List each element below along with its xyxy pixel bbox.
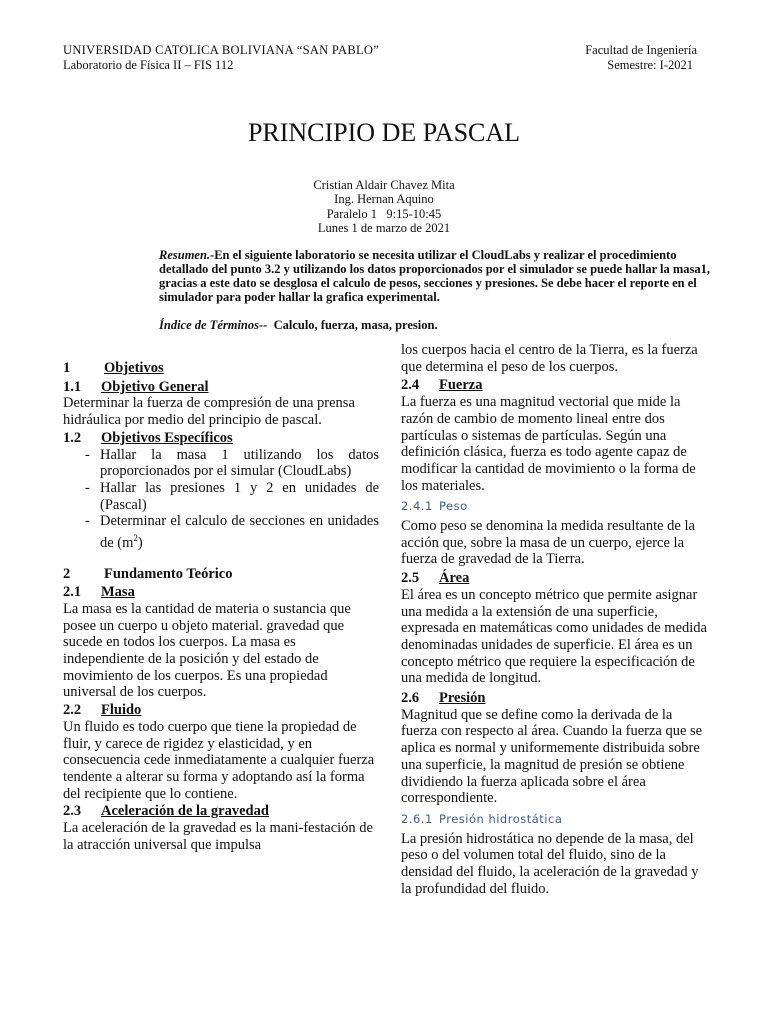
section-number: 2.4.1	[401, 499, 433, 514]
date: Lunes 1 de marzo de 2021	[317, 220, 451, 235]
header-faculty: Facultad de Ingeniería	[585, 43, 697, 57]
section-2-5-heading	[401, 570, 709, 587]
section-title: Presión hidrostática	[439, 811, 563, 826]
section-number: 2.1	[63, 584, 82, 601]
author-block	[0, 178, 768, 235]
section-2-3-heading	[63, 803, 379, 820]
section-number: 2.4	[401, 377, 420, 394]
header-semester: Semestre: I-2021	[607, 58, 693, 72]
section-2-1-text: La masa es la cantidad de materia o sustancia que posee un cuerpo u objeto material. gravedad que sucede en todos los cuerpos. La masa es independiente de la posición y del estado de movimiento de los cuerpos. Es una propiedad universal de los cuerpos.	[63, 600, 351, 701]
section-number: 1	[63, 360, 71, 376]
abstract-label: Resumen.-	[159, 248, 215, 262]
section-2-3-continued: los cuerpos hacia el centro de la Tierra, es la fuerza que determina el peso de los cuerpos.	[401, 342, 698, 375]
section-title: Objetivos Específicos	[101, 429, 233, 446]
index-terms	[159, 318, 711, 333]
section-number: 2.3	[63, 803, 82, 820]
section-2-5-text: El área es un concepto métrico que permite asignar una medida a la extensión de una superficie, expresada en matemáticas como unidades de medida denominadas unidades de superficie. El área es un concepto métrico que requiere la especificación de una medida de longitud.	[401, 586, 707, 687]
section-number: 2.5	[401, 570, 420, 587]
section-title: Aceleración de la gravedad	[101, 803, 269, 820]
objectives-list	[63, 447, 379, 552]
section-title: Presión	[439, 690, 486, 707]
superscript: 2	[133, 533, 138, 544]
author-name: Cristian Aldair Chavez Mita	[313, 178, 455, 192]
section-title: Objetivos	[104, 360, 164, 376]
header-university: UNIVERSIDAD CATOLICA BOLIVIANA “SAN PABLO”	[63, 43, 380, 57]
header-lab: Laboratorio de Física II – FIS 112	[63, 58, 234, 72]
section-title: Objetivo General	[101, 378, 209, 395]
section-title: Masa	[101, 584, 135, 601]
section-1-1-text: Determinar la fuerza de compresión de una prensa hidráulica por medio del principio de pascal.	[63, 395, 355, 429]
section-title: Área	[439, 570, 470, 587]
section-1-heading	[63, 360, 379, 377]
right-column	[401, 342, 709, 898]
section-title: Fuerza	[439, 377, 483, 394]
section-number: 2.6	[401, 690, 420, 707]
advisor-name: Ing. Hernan Aquino	[334, 192, 434, 207]
section-title: Peso	[439, 499, 468, 514]
list-item: - Hallar las presiones 1 y 2 en unidades de (Pascal)	[85, 479, 379, 513]
list-item-text: Hallar las presiones 1 y 2 en unidades de (Pascal)	[100, 479, 379, 513]
abstract-text: En el siguiente laboratorio se necesita utilizar el CloudLabs y realizar el procedimiento detallado del punto 3.2 y utilizando los datos proporcionados por el simulador se puede hallar la masa1, gracias a este dato se desglosa el calculo de pesos, secciones y presiones. Se debe hacer el reporte en el simulador para poder hallar la grafica experimental.	[159, 248, 711, 304]
section-number: 2	[63, 565, 71, 582]
section-2-4-heading	[401, 377, 709, 394]
section-2-4-1-heading	[401, 498, 709, 515]
section-2-4-1-text: Como peso se denomina la medida resultante de la acción que, sobre la masa de un cuerpo, ejerce la fuerza de gravedad de la Tierra.	[401, 518, 695, 568]
section-title: Fluido	[101, 702, 142, 719]
left-column	[63, 342, 379, 854]
section-number: 2.2	[63, 702, 82, 719]
index-terms-label: Índice de Términos--	[159, 318, 268, 332]
list-item: - Hallar la masa 1 utilizando los datos proporcionados por el simular (CloudLabs)	[85, 446, 379, 480]
section-title: Fundamento Teórico	[104, 565, 233, 582]
section-2-6-text: Magnitud que se define como la derivada de la fuerza con respecto al área. Cuando la fuerza que se aplica es normal y uniformemente distribuida sobre una superficie, la magnitud de presión se obtiene dividiendo la fuerza aplicada sobre el área correspondiente.	[401, 706, 703, 807]
list-item-text: Determinar el calculo de secciones en unidades de (m	[100, 513, 379, 551]
abstract	[159, 248, 711, 304]
section-2-6-1-text: La presión hidrostática no depende de la masa, del peso o del volumen total del fluido, sino de la densidad del fluido, la aceleración de la gravedad y la profundidad del fluido.	[401, 830, 699, 897]
section-2-6-heading	[401, 690, 709, 707]
list-item-text: Hallar la masa 1 utilizando los datos proporcionados por el simular (CloudLabs)	[100, 446, 379, 480]
section-number: 1.2	[63, 429, 82, 446]
section-1-2-heading	[63, 430, 379, 447]
section-2-2-text: Un fluido es todo cuerpo que tiene la propiedad de fluir, y carece de rigidez y elasticidad, y en consecuencia cede inmediatamente a cualquier fuerza tendente a alterar su forma y adoptando así la forma del recipiente que lo contiene.	[63, 718, 375, 802]
section-2-3-text: La aceleración de la gravedad es la mani-festación de la atracción universal que impulsa	[63, 820, 373, 853]
page-title: PRINCIPIO DE PASCAL	[247, 118, 521, 147]
section-2-1-heading	[63, 584, 379, 601]
section-2-4-text: La fuerza es una magnitud vectorial que mide la razón de cambio de momento lineal entre dos partículas o sistemas de partículas. Según una definición clásica, fuerza es todo agente capaz de modificar la cantidad de movimiento o la forma de los materiales.	[401, 394, 696, 494]
section-number: 2.6.1	[401, 811, 433, 826]
class-schedule: Paralelo 1 9:15-10:45	[326, 206, 442, 221]
section-2-2-heading	[63, 702, 379, 719]
closing-paren: )	[137, 534, 143, 551]
section-2-heading	[63, 566, 379, 583]
section-2-6-1-heading	[401, 811, 709, 828]
section-number: 1.1	[63, 378, 82, 395]
section-1-1-heading	[63, 379, 379, 396]
index-terms-text: Calculo, fuerza, masa, presion.	[273, 318, 438, 332]
list-item: - Determinar el calculo de secciones en unidades de $(m^2)$	[85, 513, 379, 551]
